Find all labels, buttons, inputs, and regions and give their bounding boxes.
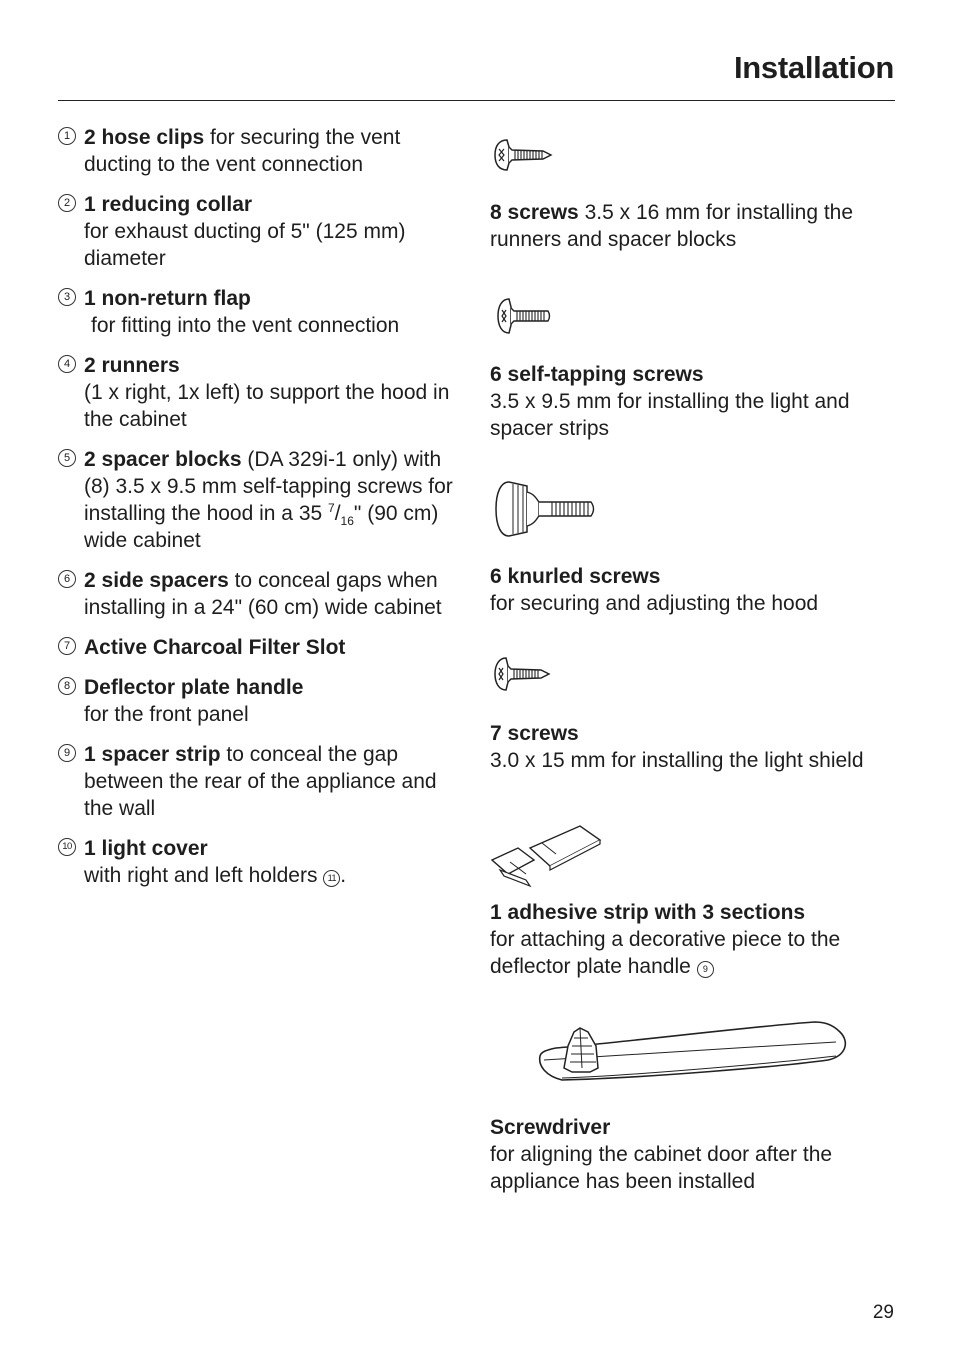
- screw-16mm-icon: [493, 136, 557, 174]
- item-name: 2 hose clips: [84, 126, 205, 149]
- item-number: 4: [58, 355, 76, 373]
- item-number: 7: [58, 637, 76, 655]
- list-item-8-screws: [490, 199, 900, 253]
- description-text: for attaching a decorative piece to the deflector plate handle: [490, 928, 841, 978]
- item-number: 3: [58, 288, 76, 306]
- item-name: 8 screws: [490, 201, 579, 224]
- item-name: 2 spacer blocks: [84, 448, 242, 471]
- item-number: 1: [58, 127, 76, 145]
- item-number: 8: [58, 677, 76, 695]
- item-description: for exhaust ducting of 5" (125 mm) diameter: [84, 220, 406, 270]
- item-description: [490, 926, 900, 980]
- item-name: 1 adhesive strip with 3 sections: [490, 901, 806, 924]
- knurled-screw-icon: [493, 478, 599, 540]
- header-rule: [58, 100, 895, 101]
- list-item-side-spacers: [58, 567, 468, 621]
- list-item-adhesive-strip: [490, 899, 900, 980]
- item-description: for securing the vent ducting to the vent connection: [84, 126, 401, 176]
- list-item-spacer-strip: [58, 741, 468, 822]
- item-description: 3.5 x 9.5 mm for installing the light and spacer strips: [490, 390, 850, 440]
- item-number: 5: [58, 449, 76, 467]
- item-name: 2 side spacers: [84, 569, 229, 592]
- item-name: 6 knurled screws: [490, 565, 661, 588]
- item-description: 3.5 x 16 mm for installing the runners and spacer blocks: [490, 201, 854, 251]
- screwdriver-icon: [536, 1018, 850, 1090]
- list-item-runners: [58, 352, 468, 433]
- item-name: 2 runners: [84, 354, 180, 377]
- item-name: Screwdriver: [490, 1116, 611, 1139]
- item-description: (DA 329i-1 only) with (8) 3.5 x 9.5 mm self-tapping screws for installing the hood in a 35: [84, 448, 453, 525]
- list-item-hose-clips: [58, 124, 468, 178]
- item-name: 1 spacer strip: [84, 743, 221, 766]
- item-description: (1 x right, 1x left) to support the hood in the cabinet: [84, 381, 450, 431]
- fraction-slash: /: [334, 502, 341, 525]
- list-item-deflector-plate-handle: [58, 674, 468, 728]
- list-item-reducing-collar: [58, 191, 468, 272]
- page-number: 29: [872, 1302, 894, 1323]
- item-number: 6: [58, 570, 76, 588]
- item-name: 7 screws: [490, 722, 579, 745]
- adhesive-strip-icon: [490, 822, 605, 888]
- list-item-knurled-screws: [490, 563, 900, 617]
- self-tapping-screw-icon: [496, 296, 556, 336]
- item-description-tail: " (90 cm) wide cabinet: [84, 502, 439, 552]
- parts-list: [58, 124, 468, 902]
- item-description: to conceal gaps when installing in a 24" (60 cm) wide cabinet: [84, 569, 442, 619]
- screw-15mm-icon: [493, 655, 555, 693]
- item-description: to conceal the gap between the rear of the appliance and the wall: [84, 743, 437, 820]
- reference-number: 9: [697, 961, 714, 978]
- page-title: Installation: [733, 50, 894, 85]
- fraction-denominator: 16: [340, 514, 354, 529]
- reference-number: 11: [323, 870, 340, 887]
- item-description: for fitting into the vent connection: [91, 314, 400, 337]
- list-item-non-return-flap: [58, 285, 468, 339]
- item-number: 10: [58, 838, 76, 856]
- list-item-screwdriver: [490, 1114, 900, 1195]
- item-number: 9: [58, 744, 76, 762]
- item-name: Deflector plate handle: [84, 676, 304, 699]
- item-name: Active Charcoal Filter Slot: [84, 636, 346, 659]
- item-description: [84, 862, 468, 889]
- list-item-self-tapping-screws: [490, 361, 900, 442]
- fraction-numerator: 7: [328, 501, 335, 515]
- item-number: 2: [58, 194, 76, 212]
- item-description: for the front panel: [84, 703, 249, 726]
- list-item-charcoal-filter-slot: [58, 634, 468, 661]
- item-name: 1 non-return flap: [84, 287, 251, 310]
- description-end: .: [340, 864, 347, 887]
- list-item-7-screws: [490, 720, 900, 774]
- item-name: 1 reducing collar: [84, 193, 253, 216]
- item-description: for securing and adjusting the hood: [490, 592, 819, 615]
- list-item-light-cover: [58, 835, 468, 889]
- item-description: 3.0 x 15 mm for installing the light shield: [490, 749, 864, 772]
- item-name: 1 light cover: [84, 837, 208, 860]
- description-text: with right and left holders: [84, 864, 324, 887]
- list-item-spacer-blocks: [58, 446, 468, 554]
- item-name: 6 self-tapping screws: [490, 363, 704, 386]
- item-description: for aligning the cabinet door after the appliance has been installed: [490, 1143, 833, 1193]
